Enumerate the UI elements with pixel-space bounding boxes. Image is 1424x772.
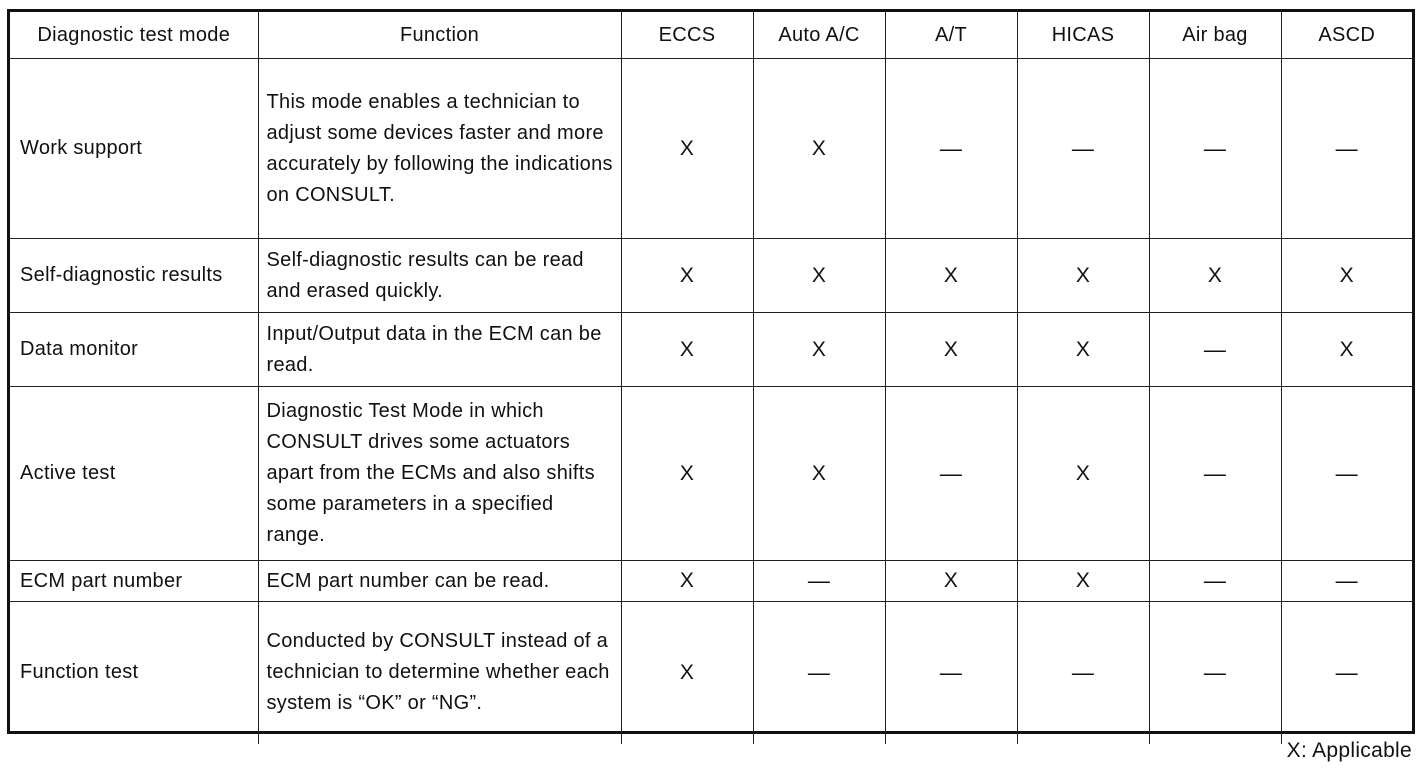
table-row-ecm-part-number — [10, 561, 1412, 602]
mark-ascd: — — [1281, 602, 1412, 744]
header-hicas: HICAS — [1017, 12, 1149, 59]
mark-air-bag: — — [1149, 59, 1281, 239]
mark-auto-ac: X — [753, 313, 885, 387]
header-diagnostic-test-mode: Diagnostic test mode — [10, 12, 258, 59]
table-row-active-test — [10, 387, 1412, 561]
function-cell: Diagnostic Test Mode in which CONSULT drives some actuators apart from the ECMs and also shifts some parameters in a specified range. — [258, 387, 621, 561]
mark-at: — — [885, 59, 1017, 239]
mark-air-bag: — — [1149, 561, 1281, 602]
header-auto-ac: Auto A/C — [753, 12, 885, 59]
mark-hicas: — — [1017, 602, 1149, 744]
header-ascd: ASCD — [1281, 12, 1412, 59]
mark-hicas: — — [1017, 59, 1149, 239]
diagnostic-mode-table — [10, 12, 1412, 744]
mark-hicas: X — [1017, 313, 1149, 387]
mark-auto-ac: — — [753, 561, 885, 602]
mark-at: X — [885, 561, 1017, 602]
function-cell: This mode enables a technician to adjust some devices faster and more accurately by following the indications on CONSULT. — [258, 59, 621, 239]
mark-auto-ac: X — [753, 239, 885, 313]
mark-ascd: — — [1281, 561, 1412, 602]
header-function: Function — [258, 12, 621, 59]
mode-cell: Data monitor — [10, 313, 258, 387]
mark-at: — — [885, 387, 1017, 561]
mark-air-bag: — — [1149, 313, 1281, 387]
function-cell: Input/Output data in the ECM can be read. — [258, 313, 621, 387]
header-row — [10, 12, 1412, 59]
mode-cell: Work support — [10, 59, 258, 239]
mode-cell: Active test — [10, 387, 258, 561]
table-row-data-monitor — [10, 313, 1412, 387]
mark-eccs: X — [621, 387, 753, 561]
function-cell: Self-diagnostic results can be read and erased quickly. — [258, 239, 621, 313]
table-row-self-diagnostic-results — [10, 239, 1412, 313]
table-row-function-test — [10, 602, 1412, 744]
mark-hicas: X — [1017, 387, 1149, 561]
table-row-work-support — [10, 59, 1412, 239]
mark-at: X — [885, 313, 1017, 387]
mode-cell: Self-diagnostic results — [10, 239, 258, 313]
mark-eccs: X — [621, 59, 753, 239]
mark-ascd: — — [1281, 59, 1412, 239]
mode-cell: Function test — [10, 602, 258, 744]
mark-air-bag: — — [1149, 387, 1281, 561]
mark-auto-ac: — — [753, 602, 885, 744]
function-cell: Conducted by CONSULT instead of a technician to determine whether each system is “OK” or “NG”. — [258, 602, 621, 744]
mark-at: — — [885, 602, 1017, 744]
mark-ascd: — — [1281, 387, 1412, 561]
mark-eccs: X — [621, 239, 753, 313]
diagnostic-mode-table-frame — [7, 9, 1415, 734]
mark-ascd: X — [1281, 313, 1412, 387]
header-air-bag: Air bag — [1149, 12, 1281, 59]
mark-eccs: X — [621, 561, 753, 602]
mark-hicas: X — [1017, 239, 1149, 313]
function-cell: ECM part number can be read. — [258, 561, 621, 602]
mark-eccs: X — [621, 602, 753, 744]
mark-at: X — [885, 239, 1017, 313]
mark-air-bag: X — [1149, 239, 1281, 313]
header-at: A/T — [885, 12, 1017, 59]
mark-auto-ac: X — [753, 59, 885, 239]
legend-note: X: Applicable — [1286, 739, 1412, 762]
mark-eccs: X — [621, 313, 753, 387]
mark-air-bag: — — [1149, 602, 1281, 744]
mark-ascd: X — [1281, 239, 1412, 313]
mode-cell: ECM part number — [10, 561, 258, 602]
mark-hicas: X — [1017, 561, 1149, 602]
mark-auto-ac: X — [753, 387, 885, 561]
header-eccs: ECCS — [621, 12, 753, 59]
